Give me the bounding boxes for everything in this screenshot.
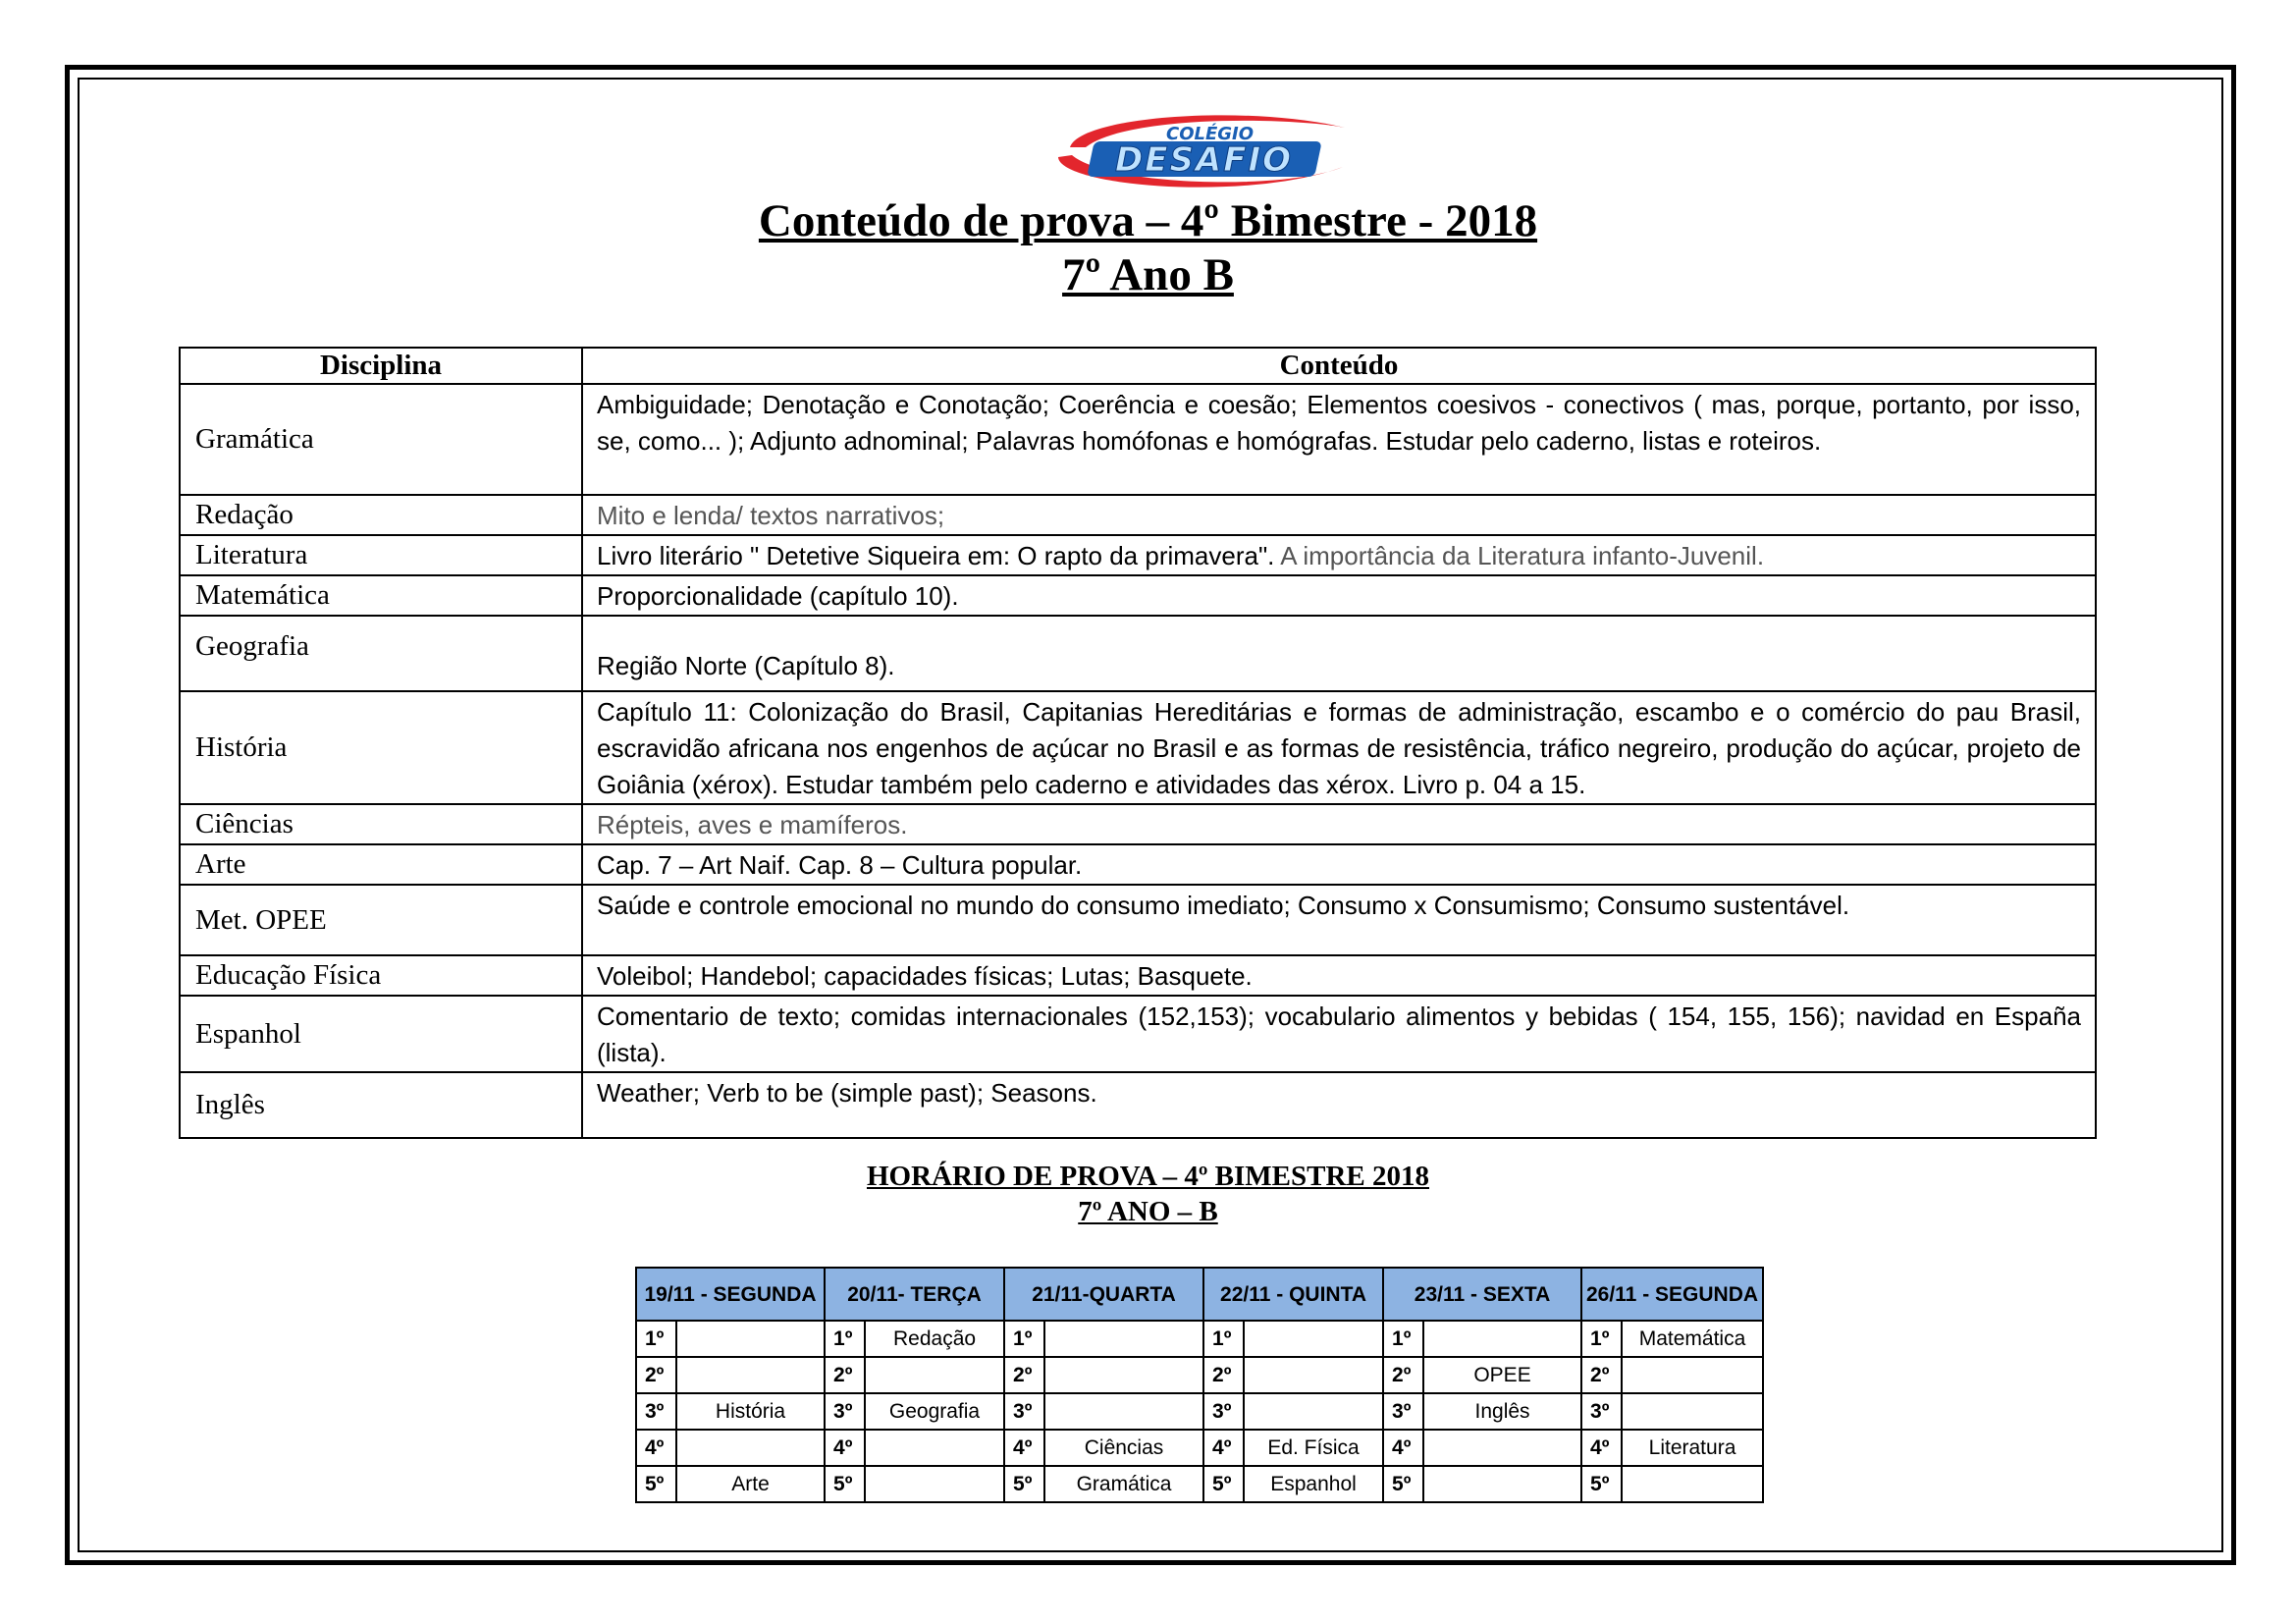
content-cell: Capítulo 11: Colonização do Brasil, Capitanias Hereditárias e formas de administração, escambo e o comércio do pau Brasil, escravidão africana nos engenhos de açúcar no Brasil e as formas de resistência, tráfico negreiro, produção do açúcar, projeto de Goiânia (xérox). Estudar também pelo caderno e atividades das xérox. Livro p. 04 a 15. [582,691,2096,804]
header-disciplina: Disciplina [180,348,582,384]
exam-subject [1423,1321,1581,1357]
subject-cell: Espanhol [180,996,582,1072]
table-row [180,955,2096,996]
slot-number: 2º [1203,1357,1244,1393]
school-logo [1050,108,1357,196]
subject-cell: Literatura [180,535,582,575]
slot-number: 5º [1203,1466,1244,1502]
schedule-title: HORÁRIO DE PROVA – 4º BIMESTRE 2018 [866,1161,1429,1192]
content-cell: Cap. 7 – Art Naif. Cap. 8 – Cultura popular. [582,844,2096,885]
exam-subject: Literatura [1622,1430,1763,1466]
table-row [180,495,2096,535]
table-row [180,1072,2096,1138]
subject-cell: Gramática [180,384,582,495]
exam-subject [1044,1321,1203,1357]
slot-number: 4º [1581,1430,1622,1466]
day-header: 22/11 - QUINTA [1203,1268,1383,1321]
slot-number: 2º [825,1357,865,1393]
slot-number: 5º [636,1466,676,1502]
slot-number: 4º [1383,1430,1423,1466]
day-header: 23/11 - SEXTA [1383,1268,1581,1321]
content-cell: Weather; Verb to be (simple past); Seasons. [582,1072,2096,1138]
day-header: 19/11 - SEGUNDA [636,1268,825,1321]
exam-subject [1423,1430,1581,1466]
slot-number: 3º [825,1393,865,1430]
slot-number: 3º [1383,1393,1423,1430]
logo-main-text: DESAFIO [1115,140,1294,180]
slot-number: 2º [636,1357,676,1393]
content-cell: Mito e lenda/ textos narrativos; [582,495,2096,535]
content-cell: Proporcionalidade (capítulo 10). [582,575,2096,616]
table-row [180,885,2096,955]
subject-cell: História [180,691,582,804]
subject-cell: Inglês [180,1072,582,1138]
subject-cell: Matemática [180,575,582,616]
slot-number: 2º [1004,1357,1044,1393]
slot-number: 1º [1203,1321,1244,1357]
slot-number: 4º [1004,1430,1044,1466]
slot-number: 4º [636,1430,676,1466]
exam-subject [676,1321,825,1357]
header-conteudo: Conteúdo [582,348,2096,384]
day-header: 21/11-QUARTA [1004,1268,1203,1321]
day-header: 26/11 - SEGUNDA [1581,1268,1763,1321]
subject-cell: Educação Física [180,955,582,996]
slot-number: 3º [636,1393,676,1430]
exam-subject [1044,1393,1203,1430]
slot-number: 1º [1004,1321,1044,1357]
exam-subject: Espanhol [1244,1466,1383,1502]
slot-number: 3º [1004,1393,1044,1430]
table-row [180,575,2096,616]
table-row [180,804,2096,844]
schedule-row [636,1466,1763,1502]
table-row [180,996,2096,1072]
content-cell: Ambiguidade; Denotação e Conotação; Coerência e coesão; Elementos coesivos - conectivos ( mas, porque, portanto, por isso, se, como... ); Adjunto adnominal; Palavras homófonas e homógrafas. Estudar pelo caderno, listas e roteiros. [582,384,2096,495]
content-table [179,347,2097,1139]
exam-subject: Redação [865,1321,1004,1357]
slot-number: 3º [1581,1393,1622,1430]
table-row [180,691,2096,804]
exam-subject [1423,1466,1581,1502]
slot-number: 3º [1203,1393,1244,1430]
exam-subject [1622,1466,1763,1502]
schedule-row [636,1357,1763,1393]
schedule-row [636,1393,1763,1430]
exam-subject [676,1357,825,1393]
schedule-subtitle: 7º ANO – B [1078,1196,1218,1227]
slot-number: 1º [1383,1321,1423,1357]
exam-subject [1244,1321,1383,1357]
exam-subject [1622,1357,1763,1393]
exam-subject [865,1357,1004,1393]
slot-number: 2º [1383,1357,1423,1393]
page-subtitle: 7º Ano B [1062,249,1234,300]
content-cell: Saúde e controle emocional no mundo do consumo imediato; Consumo x Consumismo; Consumo sustentável. [582,885,2096,955]
exam-subject [1622,1393,1763,1430]
content-cell: Região Norte (Capítulo 8). [582,616,2096,691]
exam-subject [1244,1393,1383,1430]
content-text: Livro literário " Detetive Siqueira em: O rapto da primavera". [597,541,1275,570]
page-title: Conteúdo de prova – 4º Bimestre - 2018 [758,195,1538,246]
exam-subject: Arte [676,1466,825,1502]
slot-number: 1º [825,1321,865,1357]
exam-subject: Inglês [1423,1393,1581,1430]
exam-subject: História [676,1393,825,1430]
exam-subject: Geografia [865,1393,1004,1430]
content-cell: Comentario de texto; comidas internacionales (152,153); vocabulario alimentos y bebidas ( 154, 155, 156); navidad en España (lista). [582,996,2096,1072]
subject-cell: Redação [180,495,582,535]
content-cell: Répteis, aves e mamíferos. [582,804,2096,844]
content-table-header [180,348,2096,384]
slot-number: 5º [1004,1466,1044,1502]
slot-number: 1º [636,1321,676,1357]
table-row [180,844,2096,885]
content-cell: Voleibol; Handebol; capacidades físicas; Lutas; Basquete. [582,955,2096,996]
slot-number: 2º [1581,1357,1622,1393]
subject-cell: Geografia [180,616,582,691]
exam-subject: Matemática [1622,1321,1763,1357]
table-row [180,616,2096,691]
slot-number: 4º [1203,1430,1244,1466]
exam-subject: Ciências [1044,1430,1203,1466]
exam-subject [1044,1357,1203,1393]
table-row [180,535,2096,575]
schedule-row [636,1321,1763,1357]
slot-number: 5º [825,1466,865,1502]
day-header: 20/11- TERÇA [825,1268,1004,1321]
slot-number: 4º [825,1430,865,1466]
slot-number: 5º [1581,1466,1622,1502]
schedule-table [635,1267,1764,1503]
exam-subject [676,1430,825,1466]
schedule-row [636,1430,1763,1466]
content-cell [582,535,2096,575]
subject-cell: Met. OPEE [180,885,582,955]
slot-number: 1º [1581,1321,1622,1357]
content-extra-text: A importância da Literatura infanto-Juvenil. [1274,541,1765,570]
exam-subject: OPEE [1423,1357,1581,1393]
exam-subject [865,1430,1004,1466]
table-row [180,384,2096,495]
schedule-header-row [636,1268,1763,1321]
exam-subject: Ed. Física [1244,1430,1383,1466]
exam-subject [1244,1357,1383,1393]
slot-number: 5º [1383,1466,1423,1502]
subject-cell: Arte [180,844,582,885]
logo-top-text: COLÉGIO [1166,124,1255,144]
exam-subject [865,1466,1004,1502]
exam-subject: Gramática [1044,1466,1203,1502]
subject-cell: Ciências [180,804,582,844]
